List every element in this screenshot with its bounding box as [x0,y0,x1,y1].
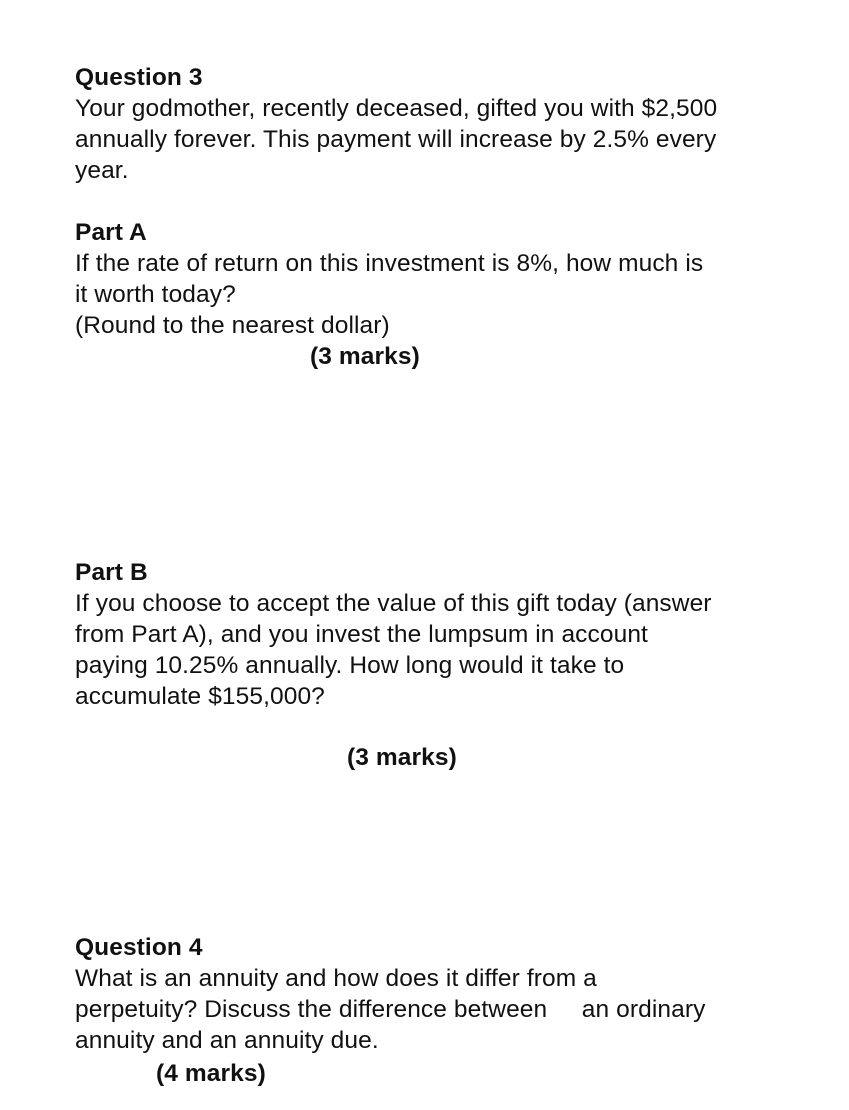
question-3-title: Question 3 [75,64,203,91]
question-4-title: Question 4 [75,934,203,961]
question-3-body-line-3: year. [75,157,129,184]
question-3-body-line-1: Your godmother, recently deceased, gifted you with $2,500 [75,95,718,122]
question-3-body-line-2: annually forever. This payment will increase by 2.5% every [75,126,717,153]
question-4-line-2: perpetuity? Discuss the difference between an ordinary [75,996,706,1023]
part-a-line-3: (Round to the nearest dollar) [75,312,390,339]
part-a-marks: (3 marks) [310,343,420,370]
question-4-marks: (4 marks) [156,1060,266,1087]
part-b-title: Part B [75,559,148,586]
question-4-line-1: What is an annuity and how does it differ from a [75,965,597,992]
part-b-line-2: from Part A), and you invest the lumpsum in account [75,621,648,648]
part-a-line-2: it worth today? [75,281,236,308]
part-b-line-3: paying 10.25% annually. How long would it take to [75,652,625,679]
part-b-line-1: If you choose to accept the value of this gift today (answer [75,590,712,617]
question-4-line-3: annuity and an annuity due. [75,1027,379,1054]
part-b-line-4: accumulate $155,000? [75,683,325,710]
part-b-marks: (3 marks) [347,744,457,771]
part-a-title: Part A [75,219,147,246]
part-a-line-1: If the rate of return on this investment is 8%, how much is [75,250,704,277]
